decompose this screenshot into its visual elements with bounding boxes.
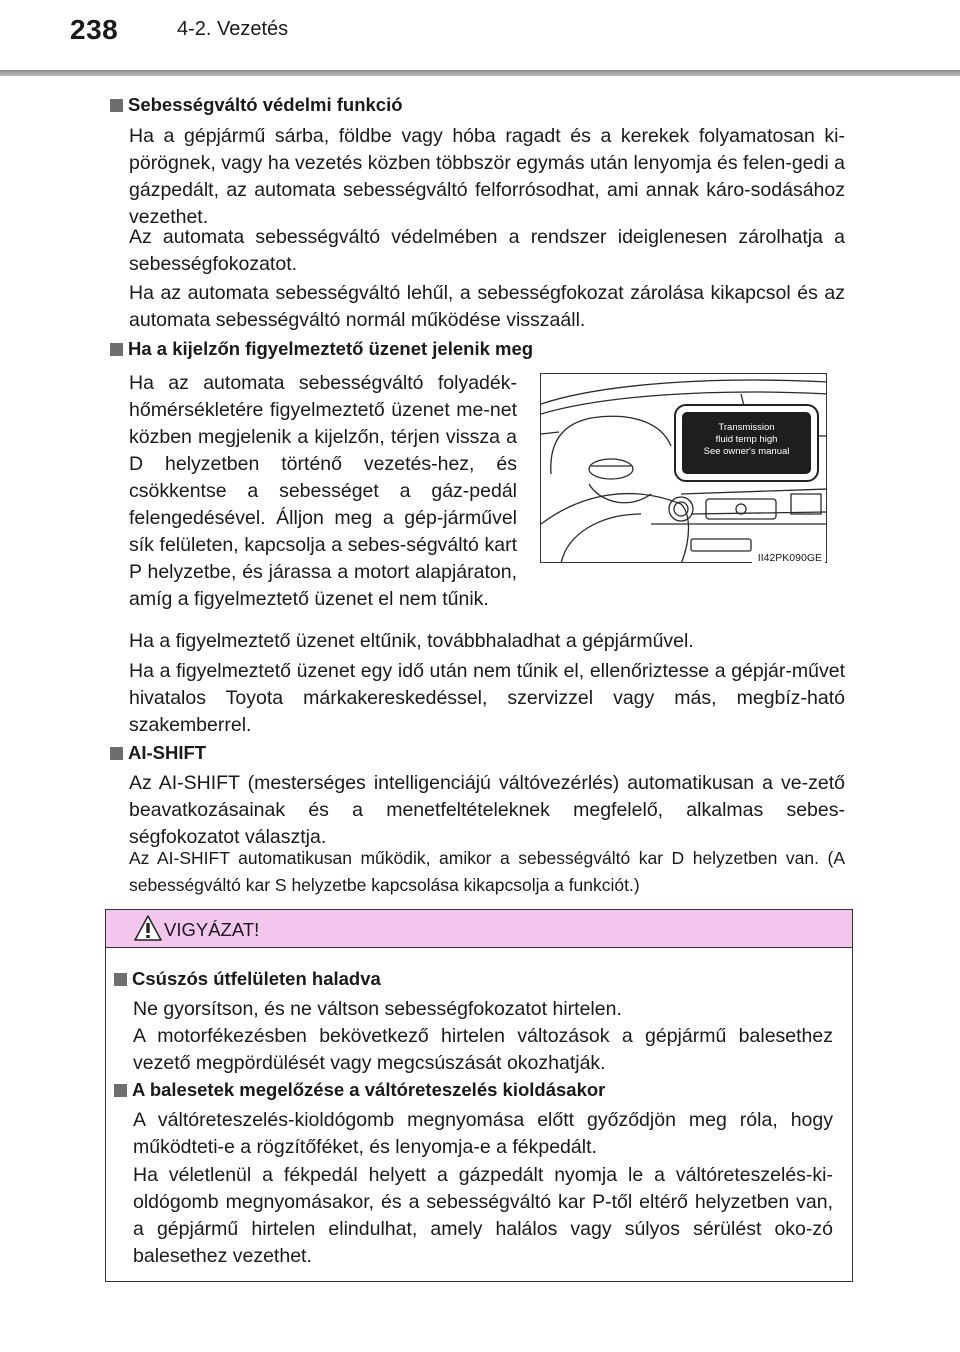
paragraph: Az automata sebességváltó védelmében a rendszer ideiglenesen zárolhatja a sebességfokozatot. <box>129 226 845 275</box>
paragraph: Ha a figyelmeztető üzenet eltűnik, továbbhaladhat a gépjárművel. <box>129 630 694 652</box>
bullet-square-icon <box>110 99 123 112</box>
message-line: Transmission <box>718 422 775 433</box>
warning-paragraph: Ha véletlenül a fékpedál helyett a gázpedált nyomja le a váltóreteszelés-ki-oldógomb megnyomásakor, és a sebességváltó kar P-től eltérő helyzetben van, a gépjármű hirtelen elindulhat, amely halálos vagy súlyos sérülést oko-zó balesethez vezethet. <box>133 1164 833 1267</box>
message-line: fluid temp high <box>715 434 778 445</box>
figure-code: II42PK090GE <box>752 552 825 565</box>
section-title: Sebességváltó védelmi funkció <box>128 94 403 115</box>
warning-item-title: Csúszós útfelületen haladva <box>132 968 381 989</box>
paragraph: Ha a figyelmeztető üzenet egy idő után nem tűnik el, ellenőriztesse a gépjár-művet hivatalos Toyota márkakereskedéssel, szervizzel vagy más, megbíz-ható szakemberrel. <box>129 660 845 736</box>
warning-paragraph: A váltóreteszelés-kioldógomb megnyomása előtt győződjön meg róla, hogy működteti-e a rögzítőféket, és lenyomja-e a fékpedált. <box>133 1109 833 1158</box>
bullet-square-icon <box>110 343 123 356</box>
warning-message-callout <box>674 404 819 482</box>
paragraph: Ha az automata sebességváltó lehűl, a sebességfokozat zárolása kikapcsol és az automata sebességváltó normál működése visszaáll. <box>129 282 845 331</box>
page-header <box>0 0 960 80</box>
bullet-square-icon <box>114 1084 127 1097</box>
bullet-square-icon <box>110 747 123 760</box>
message-line: See owner's manual <box>703 446 790 457</box>
section-heading-ai-shift <box>110 742 206 764</box>
section-heading-warning-message <box>110 338 533 360</box>
warning-box <box>105 909 853 1282</box>
paragraph: Az AI-SHIFT (mesterséges intelligenciájú váltóvezérlés) automatikusan a ve-zető beavatkozásainak és a menetfeltételeknek megfelelő, alkalmas sebes-ségfokozatot választja. <box>129 772 845 848</box>
paragraph: Ha az automata sebességváltó folyadék-hőmérsékletére figyelmeztető üzenet me-net közben megjelenik a kijelzőn, térjen vissza a D helyzetben történő vezetés-hez, és csökkentse a sebességet a gáz-pedál felengedésével. Álljon meg a gép-járművel sík felületen, kapcsolja a sebes-ségváltó kart P helyzetbe, és járassa a motort alapjáraton, amíg a figyelmeztető üzenet el nem tűnik. <box>129 372 517 610</box>
chapter-title: 4-2. Vezetés <box>177 18 289 40</box>
section-title: AI-SHIFT <box>128 742 207 763</box>
warning-header <box>106 910 852 948</box>
paragraph-note: Az AI-SHIFT automatikusan működik, amikor a sebességváltó kar D helyzetben van. (A sebességváltó kar S helyzetbe kapcsolása kikapcsolja a funkciót.) <box>129 848 845 895</box>
bullet-square-icon <box>114 973 127 986</box>
section-title: Ha a kijelzőn figyelmeztető üzenet jelenik meg <box>128 338 534 359</box>
section-heading-transmission-protection <box>110 94 403 116</box>
warning-triangle-icon <box>134 915 162 941</box>
paragraph: Ha a gépjármű sárba, földbe vagy hóba ragadt és a kerekek folyamatosan ki-pörögnek, vagy ha vezetés közben többször egymás után lenyomja és felen-gedi a gázpedált, az automata sebességváltó felforrósodhat, ami annak káro-sodásához vezethet. <box>129 125 845 228</box>
warning-item-title: A balesetek megelőzése a váltóreteszelés kioldásakor <box>132 1079 606 1100</box>
warning-item-heading <box>114 1079 605 1101</box>
header-rule <box>0 70 960 76</box>
warning-paragraph: Ne gyorsítson, és ne váltson sebességfokozatot hirtelen. A motorfékezésben bekövetkező hirtelen változások a gépjármű balesethez vezető megpördülését vagy megcsúszását okozhatják. <box>133 998 833 1074</box>
warning-item-heading <box>114 968 381 990</box>
page-number: 238 <box>70 14 119 45</box>
multi-info-display <box>682 412 811 474</box>
warning-title: VIGYÁZAT! <box>164 919 260 940</box>
